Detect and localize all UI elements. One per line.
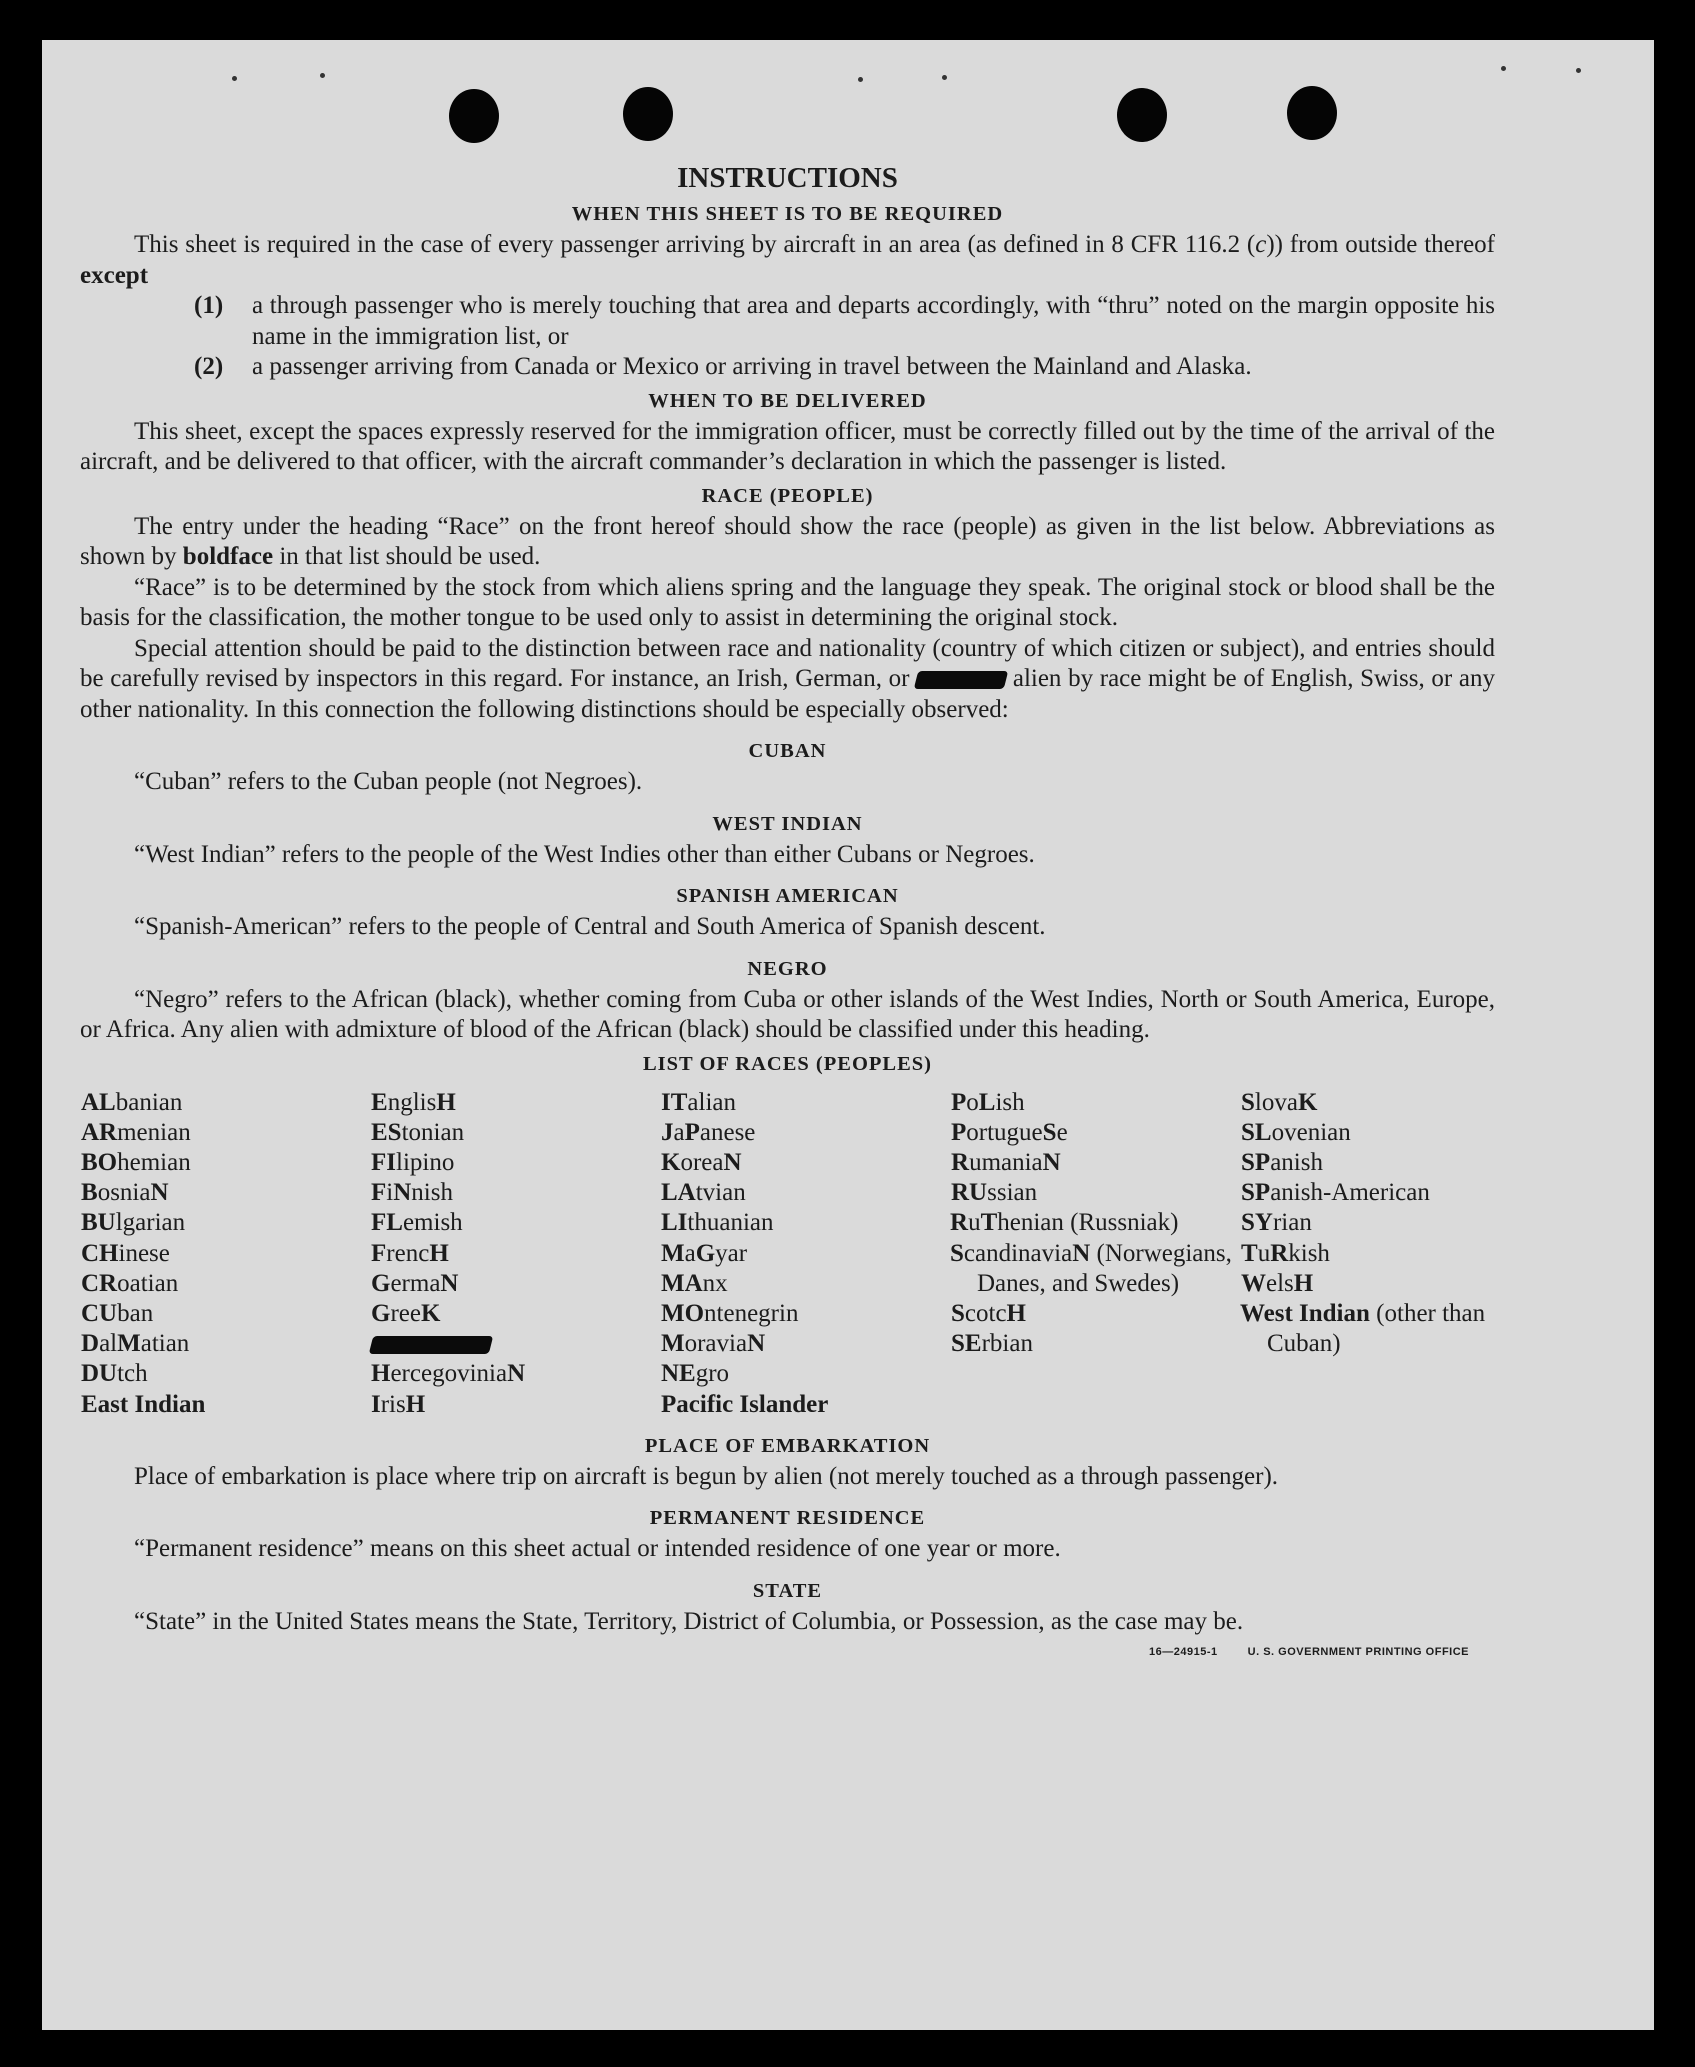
race-paragraph: “Race” is to be determined by the stock from which aliens spring and the language they speak. The original stock or blood shall be the basis for the classification, the mother tongue to be used only to assist in determining the original stock.: [80, 573, 1495, 631]
required-paragraph: This sheet is required in the case of every passenger arriving by aircraft in an area (as defined in 8 CFR 116.2 (c)) from outside thereof except: [80, 231, 1495, 289]
section-heading-delivered: WHEN TO BE DELIVERED: [648, 389, 927, 412]
paper-speck: [320, 73, 325, 78]
embarkation-paragraph: Place of embarkation is place where trip on aircraft is begun by alien (not merely touched as a through passenger).: [134, 1462, 1279, 1490]
punch-hole: [449, 89, 499, 143]
race-entry: FIlipino: [371, 1148, 455, 1176]
race-column: [660, 1088, 950, 1420]
race-entry: EStonian: [371, 1118, 465, 1146]
printer-imprint: [1149, 1637, 1469, 1668]
punch-hole: [1287, 86, 1337, 140]
section-heading-cuban: CUBAN: [748, 740, 827, 762]
exception-item: (2) a passenger arriving from Canada or Mexico or arriving in travel between the Mainland and Alaska.: [194, 353, 1252, 380]
page-title: INSTRUCTIONS: [677, 162, 898, 194]
race-entry: SLovenian: [1241, 1118, 1351, 1146]
west-indian-paragraph: “West Indian” refers to the people of the West Indies other than either Cubans or Negroes.: [134, 840, 1035, 868]
race-entry: CHinese: [81, 1239, 170, 1267]
race-entry: ScandinaviaN (Norwegians, Danes, and Swedes): [950, 1239, 1232, 1297]
race-entry: BUlgarian: [81, 1209, 186, 1237]
printer-name: U. S. GOVERNMENT PRINTING OFFICE: [1247, 1646, 1469, 1659]
form-number: 16—24915-1: [1149, 1646, 1218, 1659]
section-heading-residence: PERMANENT RESIDENCE: [649, 1507, 926, 1530]
race-entry: SYrian: [1241, 1209, 1312, 1237]
race-entry: SPanish: [1241, 1148, 1323, 1176]
section-heading-race: RACE (PEOPLE): [701, 484, 874, 507]
race-entry: IrisH: [371, 1390, 426, 1418]
race-entry: PortugueSe: [951, 1118, 1068, 1146]
race-paragraph: Special attention should be paid to the distinction between race and nationality (country of which citizen or subject), and entries should be carefully revised by inspectors in this regard. For instance, an Irish, German, or alien by race might be of English, Swiss, or any other nationality. In this connection the following distinctions should be especially observed:: [80, 634, 1495, 723]
race-column: [370, 1088, 660, 1420]
race-entry: SlovaK: [1241, 1088, 1318, 1116]
race-entry: West Indian (other than Cuban): [1240, 1299, 1486, 1358]
race-entry: FLemish: [371, 1209, 463, 1237]
residence-paragraph: “Permanent residence” means on this sheet actual or intended residence of one year or more.: [134, 1535, 1061, 1563]
race-column: [1240, 1088, 1530, 1420]
race-entry: SErbian: [951, 1330, 1033, 1358]
redaction-mark: [914, 671, 1008, 689]
race-entry: TuRkish: [1241, 1239, 1330, 1267]
race-entry: RumaniaN: [951, 1148, 1061, 1176]
race-entry: FiNnish: [371, 1179, 453, 1207]
section-heading-negro: NEGRO: [747, 957, 828, 980]
race-entry: BosniaN: [81, 1179, 169, 1207]
race-entry: [370, 1329, 660, 1359]
punch-hole: [623, 87, 673, 141]
race-entry: RuThenian (Russniak): [950, 1209, 1179, 1237]
race-entry: RUssian: [951, 1179, 1038, 1207]
race-entry: DalMatian: [81, 1330, 190, 1358]
race-entry: MaGyar: [661, 1239, 748, 1267]
race-entry: LIthuanian: [661, 1209, 774, 1237]
paper-speck: [858, 77, 863, 82]
section-heading-west-indian: WEST INDIAN: [712, 812, 863, 835]
race-entry: ITalian: [661, 1088, 736, 1116]
spanish-american-paragraph: “Spanish-American” refers to the people of Central and South America of Spanish descent.: [134, 913, 1046, 940]
section-heading-list-of-races: LIST OF RACES (PEOPLES): [643, 1052, 932, 1075]
instructions-content: [80, 160, 1495, 1672]
negro-paragraph: “Negro” refers to the African (black), whether coming from Cuba or other islands of the West Indies, North or South America, Europe, or Africa. Any alien with admixture of blood of the African (black) should be classified under this heading.: [80, 985, 1495, 1043]
race-list: [80, 1088, 1495, 1420]
exception-item: (1) a through passenger who is merely touching that area and departs accordingly, with “thru” noted on the margin opposite his name in the immigration list, or: [194, 292, 1495, 350]
race-entry: GreeK: [371, 1299, 441, 1327]
race-paragraph: The entry under the heading “Race” on the front hereof should show the race (people) as given in the list below. Abbreviations as shown by boldface in that list should be used.: [80, 512, 1495, 570]
delivered-paragraph: This sheet, except the spaces expressly reserved for the immigration officer, must be correctly filled out by the time of the arrival of the aircraft, and be delivered to that officer, with the aircraft commander’s declaration in which the passenger is listed.: [80, 417, 1495, 475]
race-entry: DUtch: [81, 1360, 148, 1388]
race-entry: LAtvian: [661, 1179, 746, 1207]
race-entry: ScotcH: [951, 1299, 1026, 1327]
instruction-sheet: [42, 40, 1654, 2030]
state-paragraph: “State” in the United States means the State, Territory, District of Columbia, or Possession, as the case may be.: [134, 1607, 1244, 1635]
race-entry: PoLish: [951, 1088, 1025, 1116]
race-entry: MOntenegrin: [661, 1299, 799, 1327]
race-entry: WelsH: [1241, 1269, 1314, 1297]
race-entry: KoreaN: [661, 1148, 742, 1176]
paper-speck: [232, 76, 237, 81]
race-entry: CRoatian: [81, 1269, 179, 1297]
race-entry: EnglisH: [371, 1088, 456, 1116]
race-entry: NEgro: [661, 1360, 730, 1388]
race-entry: GermaN: [371, 1269, 459, 1297]
redaction-mark: [369, 1336, 493, 1354]
paper-speck: [942, 75, 947, 80]
race-entry: MAnx: [661, 1269, 728, 1297]
section-heading-embarkation: PLACE OF EMBARKATION: [644, 1434, 931, 1457]
race-entry: ARmenian: [81, 1118, 191, 1146]
race-entry: SPanish-American: [1241, 1179, 1430, 1207]
race-entry: East Indian: [81, 1390, 206, 1418]
race-column: [950, 1088, 1240, 1420]
race-entry: CUban: [81, 1299, 154, 1327]
race-entry: HercegoviniaN: [371, 1360, 526, 1388]
punch-hole: [1117, 88, 1167, 142]
section-heading-required: WHEN THIS SHEET IS TO BE REQUIRED: [571, 203, 1004, 225]
race-entry: FrencH: [371, 1239, 449, 1267]
paper-speck: [1501, 66, 1506, 71]
footer: [80, 1637, 1495, 1672]
race-entry: BOhemian: [81, 1148, 191, 1176]
race-entry: MoraviaN: [661, 1330, 766, 1358]
race-entry: JaPanese: [661, 1118, 756, 1146]
section-heading-state: STATE: [752, 1579, 823, 1602]
race-entry: Pacific Islander: [661, 1390, 829, 1418]
race-column: [80, 1088, 370, 1420]
race-entry: ALbanian: [81, 1088, 183, 1116]
paper-speck: [1576, 68, 1581, 73]
cuban-paragraph: “Cuban” refers to the Cuban people (not Negroes).: [134, 768, 643, 795]
section-heading-spanish-american: SPANISH AMERICAN: [676, 885, 899, 907]
